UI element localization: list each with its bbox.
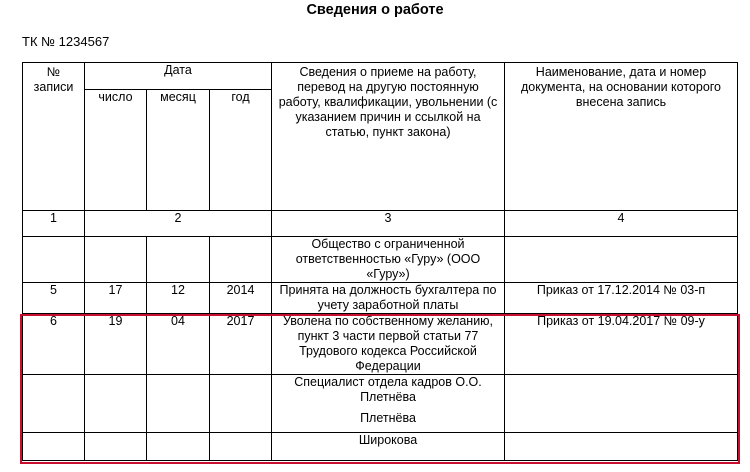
work-record-table (22, 62, 738, 461)
table-row (23, 375, 738, 433)
hr-specialist-title: Специалист отдела кадров О.О. Плетнёва (294, 375, 482, 404)
record-document: Приказ от 17.12.2014 № 03-п (505, 283, 738, 314)
record-month: 04 (147, 314, 210, 375)
header-record-no: № записи (23, 63, 85, 211)
record-day: 17 (85, 283, 147, 314)
record-info: Уволена по собственному желанию, пункт 3 части первой статьи 77 Трудового кодекса Российской Федерации (272, 314, 505, 375)
col-number-1: 1 (23, 211, 85, 237)
table-row (23, 314, 738, 375)
record-no: 6 (23, 314, 85, 375)
table-row (23, 237, 738, 283)
tk-number: ТК № 1234567 (22, 34, 110, 49)
table-row (23, 283, 738, 314)
col-number-2: 2 (85, 211, 272, 237)
header-year: год (210, 90, 272, 211)
record-month: 12 (147, 283, 210, 314)
column-numbers-row (23, 211, 738, 237)
record-year: 2014 (210, 283, 272, 314)
page-title: Сведения о работе (306, 2, 444, 18)
col-number-3: 3 (272, 211, 505, 237)
employee-signature: Широкова (272, 433, 505, 461)
record-info: Принята на должность бухгалтера по учету заработной платы (272, 283, 505, 314)
table-row (23, 433, 738, 461)
record-no: 5 (23, 283, 85, 314)
header-document: Наименование, дата и номер документа, на основании которого внесена запись (505, 63, 738, 211)
header-info: Сведения о приеме на работу, перевод на другую постоянную работу, квалификации, увольнении (с указанием причин и ссылкой на статью, пункт закона) (272, 63, 505, 211)
header-date: Дата (85, 63, 272, 90)
record-document: Приказ от 19.04.2017 № 09-у (505, 314, 738, 375)
col-number-4: 4 (505, 211, 738, 237)
hr-signature-cell (272, 375, 505, 433)
organization-name: Общество с ограниченной ответственностью «Гуру» (ООО «Гуру») (272, 237, 505, 283)
header-day: число (85, 90, 147, 211)
hr-signature-name: Плетнёва (360, 411, 416, 425)
header-row (23, 63, 738, 90)
record-day: 19 (85, 314, 147, 375)
record-year: 2017 (210, 314, 272, 375)
header-month: месяц (147, 90, 210, 211)
